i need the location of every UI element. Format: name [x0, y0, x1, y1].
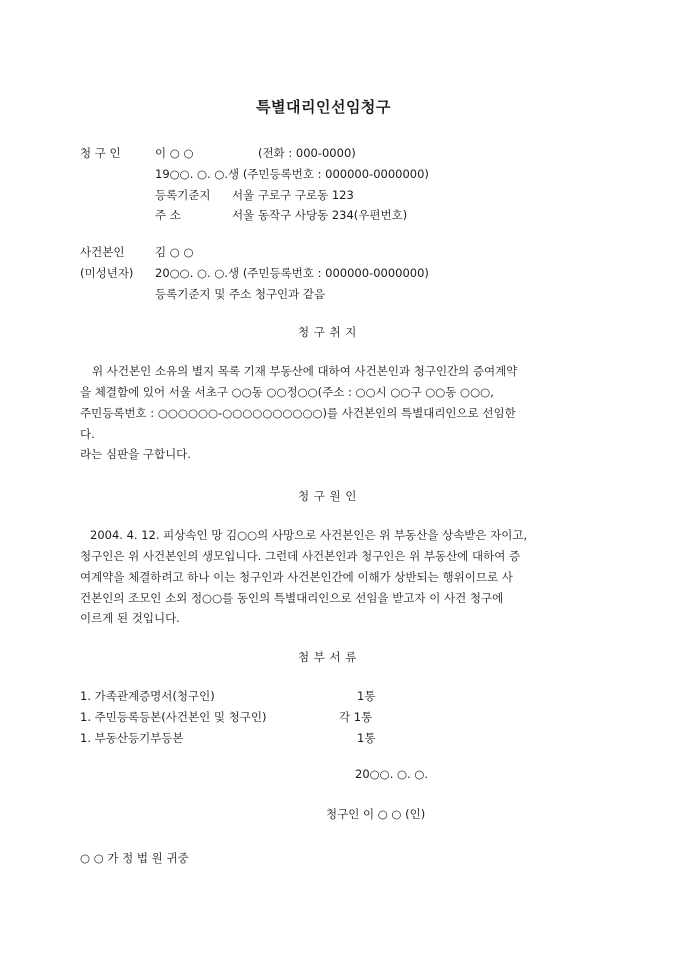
purpose-line-3: 주민등록번호 : ○○○○○○-○○○○○○○○○○)를 사건본인의 특별대리인으로 선임한: [80, 406, 516, 420]
principal-birth: 20○○. ○. ○.생 (주민등록번호 : 000000-0000000): [155, 266, 429, 280]
document-date: 20○○. ○. ○.: [355, 767, 429, 781]
claimant-birth: 19○○. ○. ○.생 (주민등록번호 : 000000-0000000): [155, 167, 429, 181]
purpose-line-4: 다.: [80, 427, 95, 441]
principal-label: 사건본인: [80, 245, 125, 259]
claimant-address-value: 서울 동작구 사당동 234(우편번호): [232, 208, 408, 222]
claimant-registry-label: 등록기준지: [155, 188, 211, 202]
claimant-address-label: 주 소: [155, 208, 181, 222]
purpose-line-2: 을 체결함에 있어 서울 서초구 ○○동 ○○정○○(주소 : ○○시 ○○구 ○○동 ○○○,: [80, 385, 494, 399]
attachment-qty-1: 1통: [357, 689, 376, 703]
attachments-heading: 첨 부 서 류: [298, 650, 357, 664]
principal-registry: 등록기준지 및 주소 청구인과 같음: [155, 287, 326, 301]
cause-line-1: 2004. 4. 12. 피상속인 망 김○○의 사망으로 사건본인은 위 부동산을 상속받은 자이고,: [90, 528, 528, 542]
cause-heading: 청 구 원 인: [298, 489, 357, 503]
attachment-item-3: 1. 부동산등기부등본: [80, 731, 184, 745]
principal-name: 김 ○ ○: [155, 245, 194, 259]
claimant-signature: 청구인 이 ○ ○ (인): [326, 807, 426, 821]
cause-line-4: 건본인의 조모인 소외 정○○를 동인의 특별대리인으로 선임을 받고자 이 사건 청구에: [80, 591, 504, 605]
cause-line-3: 여계약을 체결하려고 하나 이는 청구인과 사건본인간에 이해가 상반되는 행위이므로 사: [80, 570, 513, 584]
purpose-heading: 청 구 취 지: [298, 325, 357, 339]
document-title: 특별대리인선임청구: [256, 98, 391, 116]
purpose-closing: 라는 심판을 구합니다.: [80, 447, 191, 461]
claimant-phone: (전화 : 000-0000): [258, 146, 356, 160]
court-recipient: ○ ○ 가 정 법 원 귀중: [80, 851, 189, 865]
claimant-name: 이 ○ ○: [155, 146, 194, 160]
attachment-qty-2: 각 1통: [339, 710, 373, 724]
principal-minor-label: (미성년자): [80, 266, 134, 280]
attachment-item-1: 1. 가족관계증명서(청구인): [80, 689, 215, 703]
cause-line-2: 청구인은 위 사건본인의 생모입니다. 그런데 사건본인과 청구인은 위 부동산에 대하여 증: [80, 549, 521, 563]
claimant-label: 청 구 인: [80, 146, 121, 160]
purpose-line-1: 위 사건본인 소유의 별지 목록 기재 부동산에 대하여 사건본인과 청구인간의 증여계약: [92, 364, 518, 378]
attachment-qty-3: 1통: [357, 731, 376, 745]
attachment-item-2: 1. 주민등록등본(사건본인 및 청구인): [80, 710, 267, 724]
claimant-registry-value: 서울 구로구 구로동 123: [232, 188, 354, 202]
cause-line-5: 이르게 된 것입니다.: [80, 611, 180, 625]
